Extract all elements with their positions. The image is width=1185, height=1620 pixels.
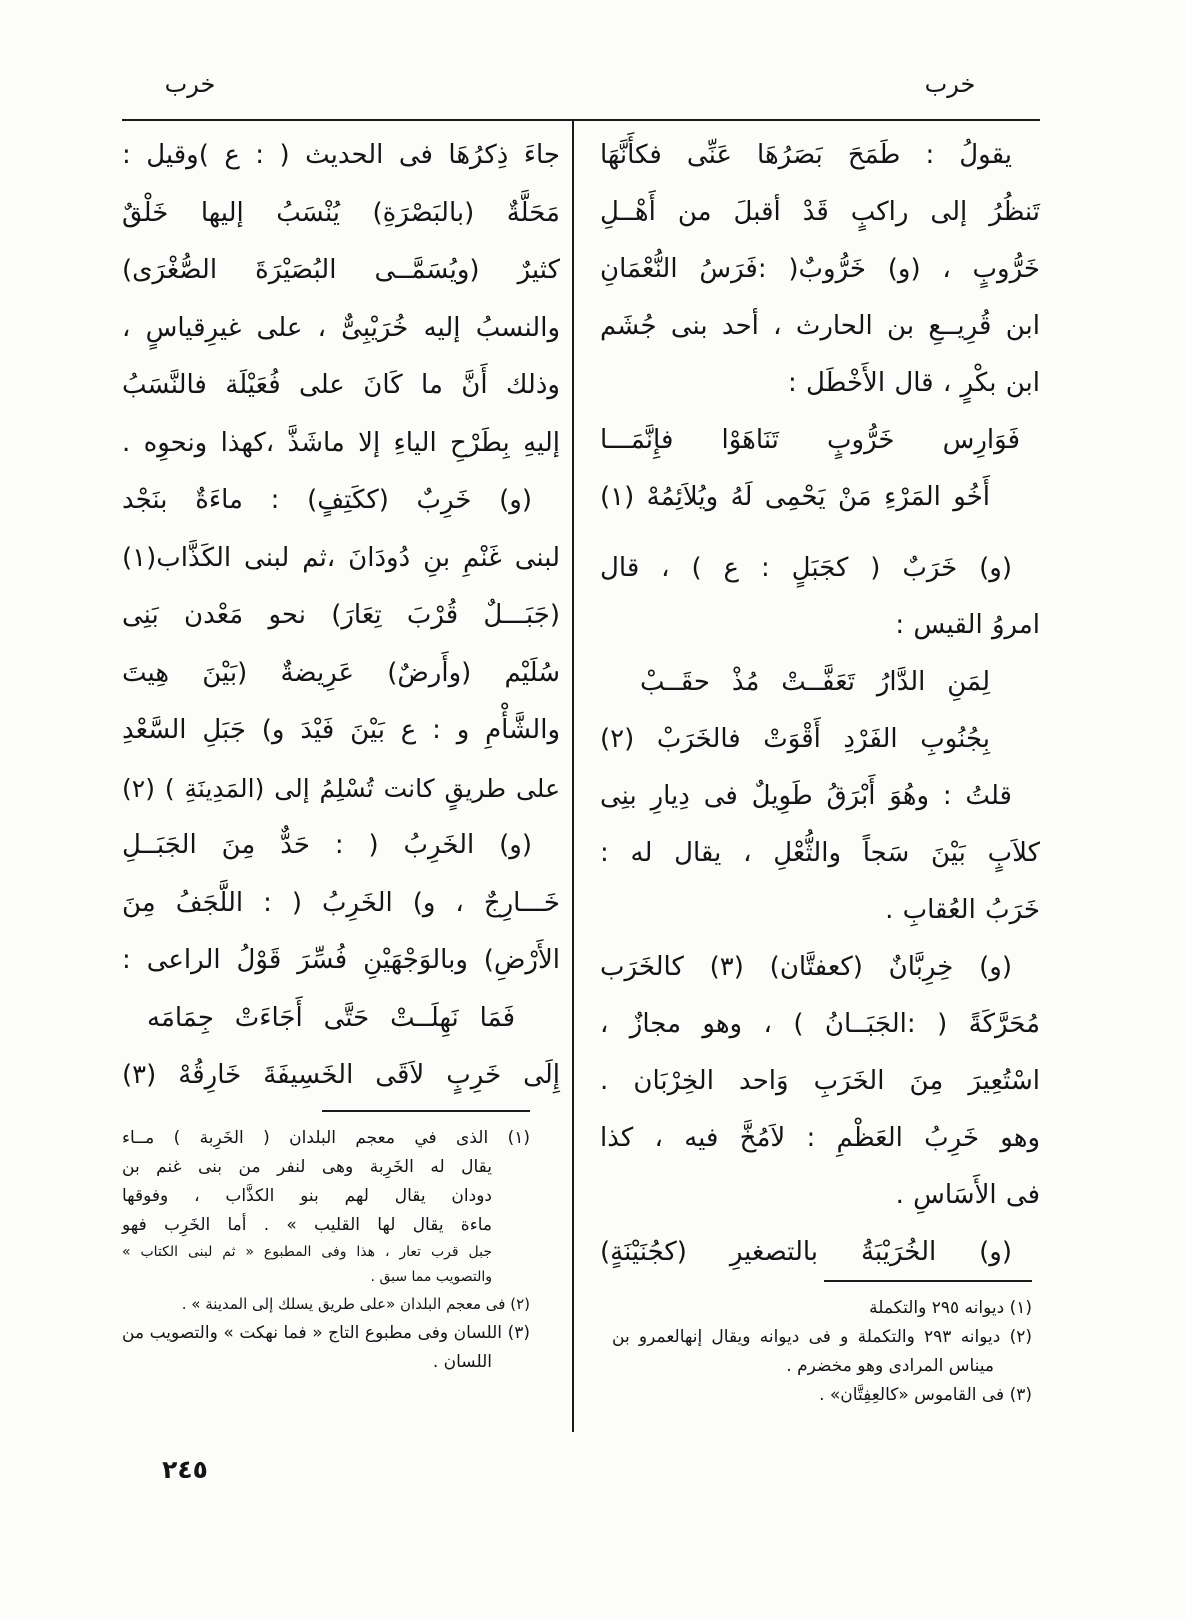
text-line: خَـــارِجٌ ، و) الخَرِبُ ( : اللَّجَفُ مِنَ xyxy=(122,887,560,918)
footnote-line: (٣) فى القاموس «كالعِفِتَّان» . xyxy=(819,1385,1032,1405)
text-line: ابن قُرِيــعِ بن الحارث ، أحد بنى جُشَم xyxy=(600,311,1040,341)
text-line: (جَبَـــلٌ قُرْبَ تِعَارَ) نحو مَعْدن بَنِى xyxy=(122,600,560,630)
text-line: اسْتُعِيرَ مِنَ الخَرَبِ وَاحد الخِرْبَان . xyxy=(600,1066,1040,1096)
text-line: والشَّأْمِ و : ع بَيْنَ فَيْدَ و) جَبَلِ السَّعْدِ xyxy=(122,715,560,745)
text-line: كلاَبٍ بَيْنَ سَجاً والثُّعْلِ ، يقال له : xyxy=(600,838,1040,868)
text-line: إليهِ بِطَرْحِ الياءِ إلا ماشَذَّ ،كهذا ونحوِه . xyxy=(122,427,560,458)
verse-line: فَوَارِس خَرُّوبٍ تَنَاهَوْا فإِنَّمَـــا xyxy=(600,425,1020,455)
footnote-rule xyxy=(824,1280,1032,1282)
footnote-line: (٢) ديوانه ٢٩٣ والتكملة و فى ديوانه ويقال إنهالعمرو بن xyxy=(612,1327,1032,1347)
text-line: سُلَيْم (وأَرضٌ) عَرِيضةٌ (بَيْنَ هِيتَ xyxy=(122,657,560,688)
footnote-line: ماءة يقال لها القليب » . أما الخَرِب فهو xyxy=(122,1215,492,1235)
left-column xyxy=(122,127,560,1105)
text-line: (و) الخَرِبُ ( : حَدٌّ مِنَ الجَبَــلِ xyxy=(122,830,532,860)
text-line: كثيرٌ (ويُسَمَّــى البُصَيْرَةَ الصُّغْرَى) xyxy=(122,255,560,285)
right-column xyxy=(600,127,1040,1281)
footnote-line: ميناس المرادى وهو مخضرم . xyxy=(786,1356,994,1376)
left-footnotes xyxy=(122,1110,530,1377)
text-line: (و) خَرِبٌ (ككَتِفٍ) : ماءَةٌ بنَجْد xyxy=(122,485,532,515)
text-line: الأَرْضِ) وبالوَجْهَيْنِ فُسِّرَ قَوْلُ الراعى : xyxy=(122,945,560,975)
text-line: وهو خَرِبُ العَظْمِ : لاَمُخَّ فيه ، كذا xyxy=(600,1123,1040,1153)
text-line: مَحَلَّةٌ (بالبَصْرَةِ) يُنْسَبُ إليها خَلْقٌ xyxy=(122,197,560,228)
text-line: خَرُّوبٍ ، (و) خَرُّوبٌ( :فَرَسُ النُّعْمَانِ xyxy=(600,254,1040,284)
right-footnotes xyxy=(612,1280,1032,1410)
verse-line: أَخُو المَرْءِ مَنْ يَحْمِى لَهُ ويُلاَئِمُهْ (١) xyxy=(600,482,990,512)
text-line: يقولُ : طَمَحَ بَصَرُهَا عَنِّى فكأَنَّهَا xyxy=(600,140,1012,170)
text-line: تَنظُرُ إلى راكبٍ قَدْ أقبلَ من أَهْــلِ xyxy=(600,197,1040,227)
text-line: وذلك أَنَّ ما كَانَ على فُعَيْلَة فالنَّسَبُ xyxy=(122,370,560,400)
text-line: (و) خِرِبَّانٌ (كعفتَّان) (٣) كالخَرَب xyxy=(600,952,1012,982)
column-divider xyxy=(572,120,574,1432)
verse-line: بِجُنُوبِ الفَرْدِ أَقْوَتْ فالخَرَبْ (٢) xyxy=(600,724,990,754)
footnote-line: (٣) اللسان وفى مطبوع التاج « فما نهكت » والتصويب من xyxy=(122,1323,530,1343)
text-line: مُحَرَّكَةً ( :الجَبَــانُ ) ، وهو مجازٌ ، xyxy=(600,1009,1040,1039)
verse-line: إِلَى خَرِبٍ لاَقَى الخَسِيفَةَ خَارِقُهْ (٣) xyxy=(122,1060,560,1090)
header-rule xyxy=(122,119,1040,121)
text-line: لبنى غَنْمِ بنِ دُودَانَ ،ثم لبنى الكَذَّاب(١) xyxy=(122,542,560,573)
text-line: (و) خَرَبٌ ( كجَبَلٍ : ع ) ، قال xyxy=(600,553,1012,583)
footnote-line: جبل قرب تعار ، هذا وفى المطبوع « ثم لبنى الكتاب » xyxy=(122,1244,492,1260)
footnote-line: اللسان . xyxy=(432,1352,492,1372)
footnote-line: دودان يقال لهم بنو الكذَّاب ، وفوقها xyxy=(122,1186,492,1206)
text-line: ابن بكْرٍ ، قال الأَخْطَل : xyxy=(787,368,1040,398)
verse-line: فَمَا نَهِلَــتْ حَتَّى أَجَاءَتْ جِمَامَه xyxy=(147,1002,515,1033)
footnote-line: (٢) فى معجم البلدان «على طريق يسلك إلى المدينة » . xyxy=(181,1295,530,1313)
footnote-line: والتصويب مما سبق . xyxy=(370,1269,492,1285)
text-line: والنسبُ إليه خُرَيْبِىٌّ ، على غيرِقياسٍ ، xyxy=(122,312,560,343)
verse-line: لِمَنِ الدَّارُ تَعَفَّــتْ مُذْ حقَــبْ xyxy=(640,667,990,697)
running-header-left: خرب xyxy=(164,70,216,98)
footnote-rule xyxy=(322,1110,530,1112)
text-line: امروُ القيس : xyxy=(895,610,1040,640)
text-line: جاءَ ذِكرُهَا فى الحديث ( : ع )وقيل : xyxy=(122,140,560,170)
page-number: ٢٤٥ xyxy=(162,1455,208,1484)
text-line: خَرَبُ العُقابِ . xyxy=(885,895,1040,925)
footnote-line: (١) ديوانه ٢٩٥ والتكملة xyxy=(869,1298,1032,1318)
text-line: قلتُ : وهُوَ أَبْرَقُ طَوِيلٌ فى دِيارِ بنِى xyxy=(600,781,1012,811)
running-header-right: خرب xyxy=(924,70,976,98)
text-line: (و) الخُرَيْبَةُ بالتصغيرِ (كجُنَيْنَةٍ) xyxy=(600,1237,1012,1267)
footnote-line: يقال له الخَرِبة وهى لنفر من بنى غنم بن xyxy=(122,1157,492,1177)
text-line: على طريقٍ كانت تُسْلِمُ إلى (المَدِينَةِ ) (٢) xyxy=(122,773,560,803)
footnote-line: (١) الذى في معجم البلدان ( الخَرِبة ) مــاء xyxy=(122,1128,530,1148)
text-line: فى الأَسَاسِ . xyxy=(895,1180,1040,1210)
